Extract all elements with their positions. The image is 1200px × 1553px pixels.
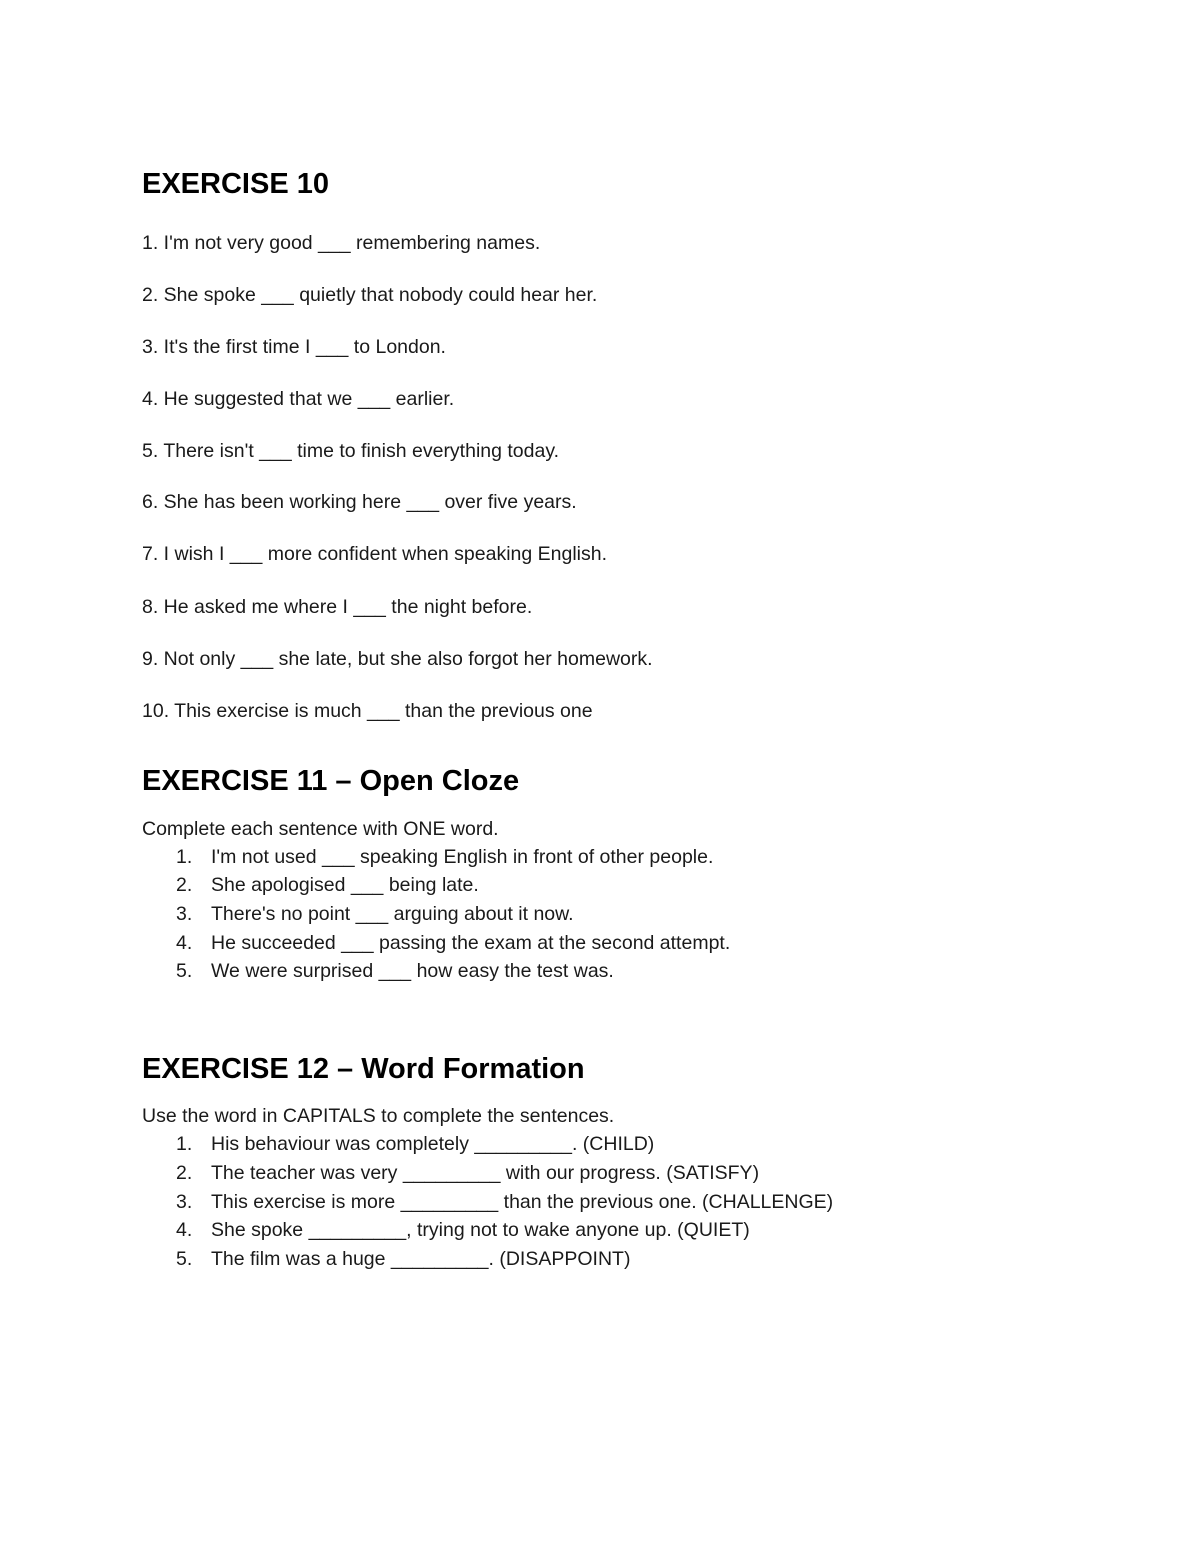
exercise-10-item: 7. I wish I ___ more confident when speaking English. (142, 543, 608, 565)
item-number: 3. (176, 1191, 193, 1213)
item-number: 4. (176, 932, 193, 954)
item-number: 3. (176, 903, 193, 925)
exercise-10-item: 9. Not only ___ she late, but she also forgot her homework. (142, 648, 653, 670)
item-text: He succeeded ___ passing the exam at the second attempt. (211, 932, 731, 954)
item-number: 2. (176, 1162, 193, 1184)
item-number: 1. (176, 846, 193, 868)
item-text: His behaviour was completely _________. (CHILD) (211, 1133, 655, 1155)
exercise-10-item: 10. This exercise is much ___ than the previous one (142, 700, 593, 722)
item-text: We were surprised ___ how easy the test was. (211, 960, 614, 982)
item-number: 2. (176, 874, 193, 896)
item-text: She spoke _________, trying not to wake anyone up. (QUIET) (211, 1219, 750, 1241)
exercise-10-item: 8. He asked me where I ___ the night before. (142, 596, 533, 618)
item-number: 5. (176, 1248, 193, 1270)
exercise-12-instruction: Use the word in CAPITALS to complete the sentences. (142, 1105, 615, 1127)
item-text: The teacher was very _________ with our progress. (SATISFY) (211, 1162, 760, 1184)
exercise-10-title: EXERCISE 10 (142, 168, 329, 200)
exercise-10-item: 6. She has been working here ___ over five years. (142, 491, 577, 513)
exercise-11-title: EXERCISE 11 – Open Cloze (142, 765, 520, 797)
exercise-10-item: 3. It's the first time I ___ to London. (142, 336, 446, 358)
item-number: 5. (176, 960, 193, 982)
item-number: 4. (176, 1219, 193, 1241)
exercise-10-item: 1. I'm not very good ___ remembering names. (142, 232, 541, 254)
item-text: There's no point ___ arguing about it now. (211, 903, 574, 925)
exercise-10-item: 4. He suggested that we ___ earlier. (142, 388, 455, 410)
item-text: The film was a huge _________. (DISAPPOINT) (211, 1248, 631, 1270)
item-number: 1. (176, 1133, 193, 1155)
exercise-12-title: EXERCISE 12 – Word Formation (142, 1053, 585, 1085)
exercise-10-item: 2. She spoke ___ quietly that nobody could hear her. (142, 284, 598, 306)
exercise-10-item: 5. There isn't ___ time to finish everything today. (142, 440, 560, 462)
item-text: I'm not used ___ speaking English in front of other people. (211, 846, 714, 868)
item-text: This exercise is more _________ than the previous one. (CHALLENGE) (211, 1191, 834, 1213)
item-text: She apologised ___ being late. (211, 874, 479, 896)
exercise-11-instruction: Complete each sentence with ONE word. (142, 818, 499, 840)
